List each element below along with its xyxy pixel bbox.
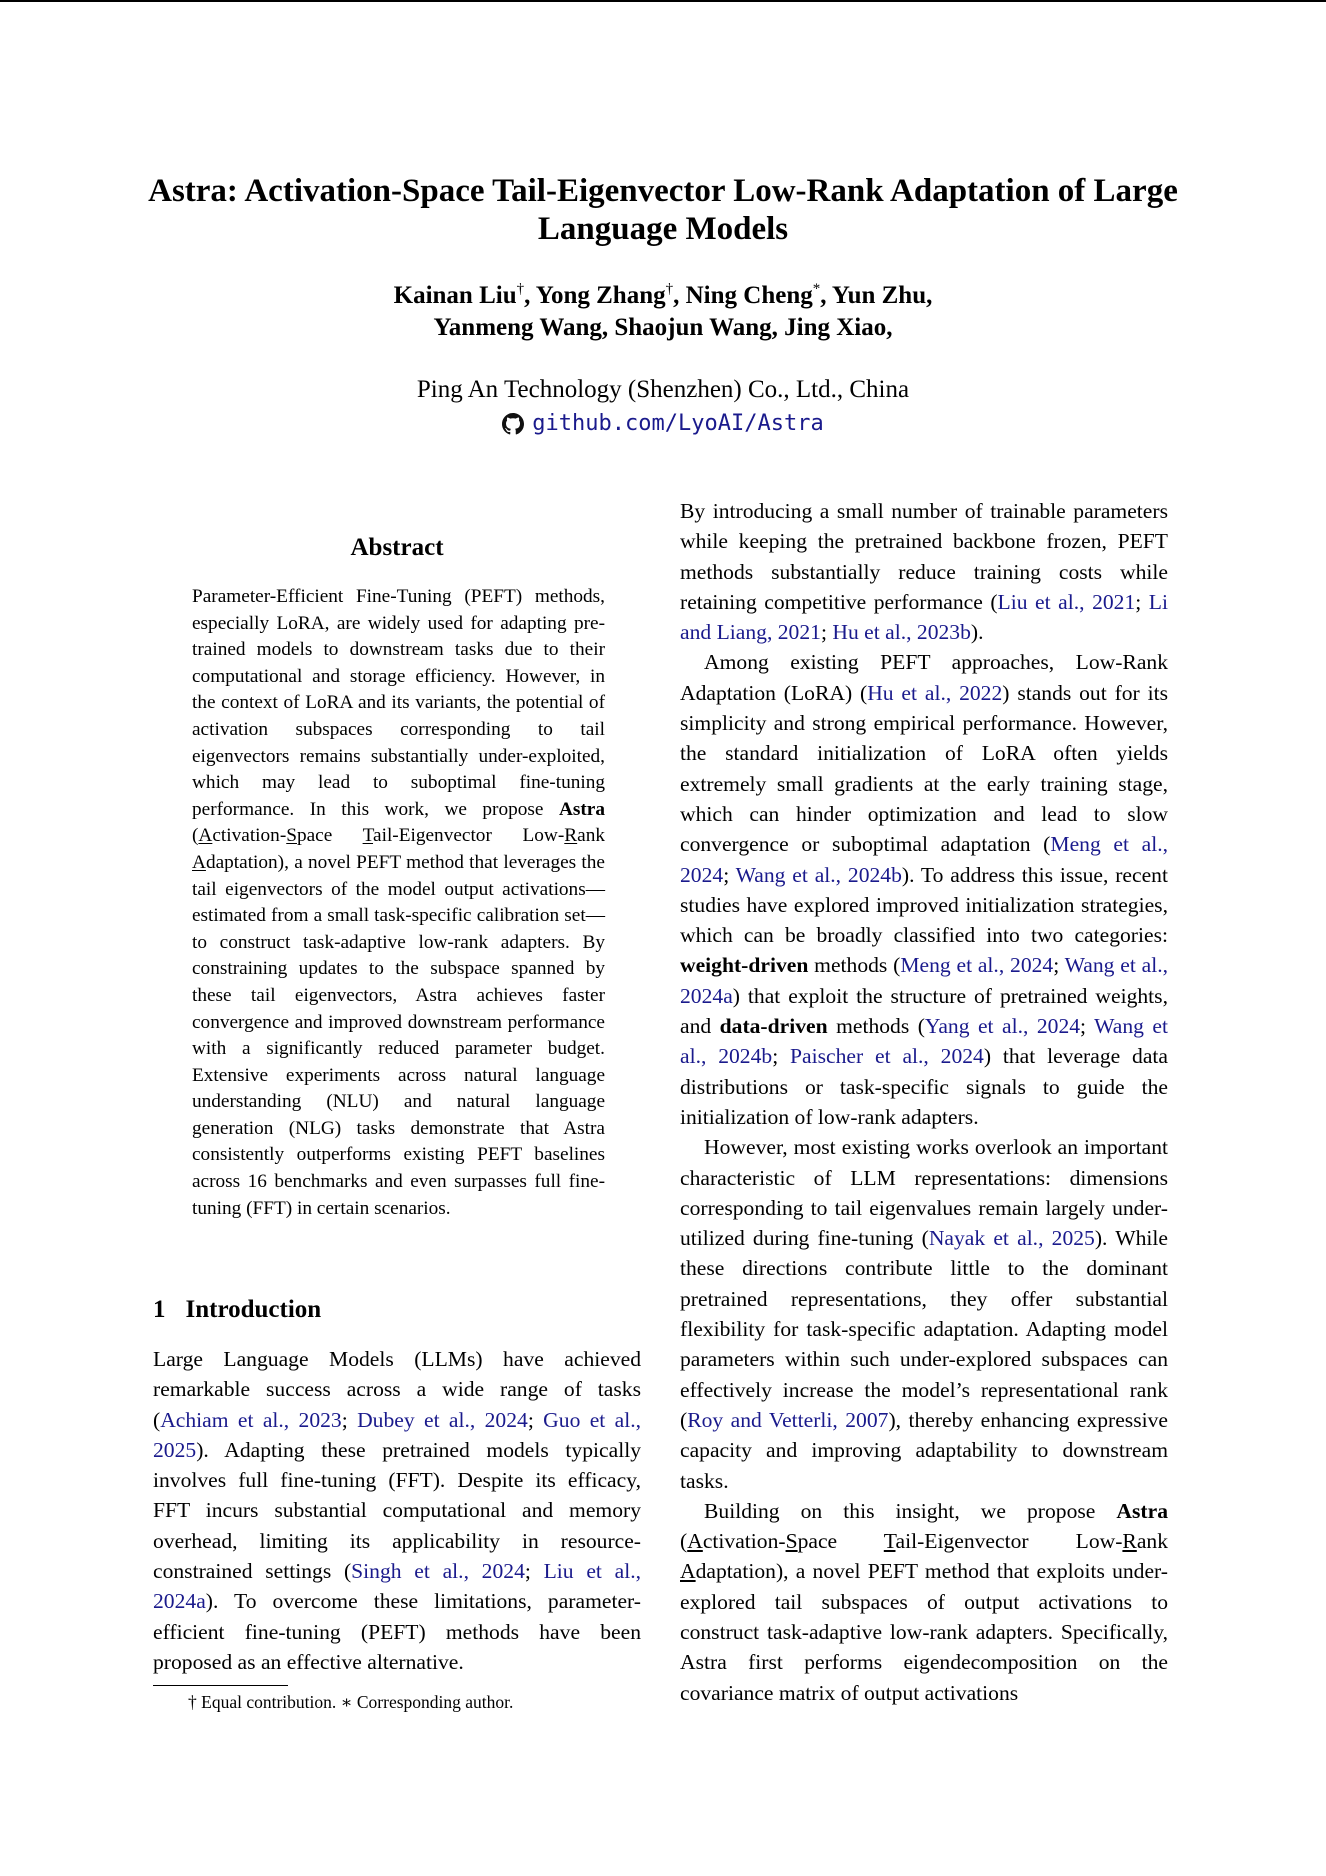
footnote-rule — [153, 1685, 288, 1686]
intro-paragraph-2 — [680, 496, 1168, 647]
text-run: However, most existing works overlook an important characteristic of LLM representations: dimensions corresponding to tail eigenvalues remain largely under-utilized during fine-tuning ( — [680, 1135, 1168, 1251]
citation-link[interactable]: Meng et al., 2024 — [900, 953, 1054, 978]
citation-link[interactable]: Paischer et al., 2024 — [790, 1044, 984, 1069]
intro-paragraph-3 — [680, 647, 1168, 1132]
citation-link[interactable]: Liu et al., 2021 — [997, 589, 1136, 614]
citation-link[interactable]: Dubey et al., 2024 — [357, 1407, 528, 1432]
text-run: daptation), a novel PEFT method that exploits under-explored tail subspaces of output activations to construct task-adaptive low-rank adapters. Specifically, Astra first performs eigendecomposition on the covariance matrix of output activations — [680, 1559, 1168, 1705]
author-name: Kainan Liu — [393, 282, 517, 309]
abstract-body — [192, 584, 605, 1222]
repo-link-text: github.com/LyoAI/Astra — [532, 411, 824, 436]
author-mark: † — [665, 281, 674, 297]
text-run: Among existing PEFT approaches, Low-Rank Adaptation (LoRA) ( — [680, 650, 1168, 705]
text-run: ( — [680, 1529, 688, 1554]
github-icon — [502, 413, 524, 435]
text-run: ank — [577, 825, 605, 847]
citation-link[interactable]: Guo et al., 2025 — [153, 1407, 642, 1462]
text-run: ail-Eigenvector Low- — [373, 825, 565, 847]
citation-link[interactable]: Hu et al., 2022 — [867, 680, 1003, 705]
citation-link[interactable]: Wang et al., 2024a — [680, 953, 1168, 1008]
text-run: ank — [1136, 1529, 1168, 1554]
citation-link[interactable]: Hu et al., 2023b — [832, 620, 971, 645]
author-name: Yanmeng Wang — [433, 314, 602, 341]
author-name: Shaojun Wang — [614, 314, 772, 341]
repo-link[interactable] — [502, 408, 823, 440]
bold-term: weight-driven — [680, 953, 809, 978]
text-run: Large Language Models (LLMs) have achieved remarkable success across a wide range of tasks ( — [153, 1347, 641, 1432]
intro-paragraph-4 — [680, 1132, 1168, 1496]
acronym-letter: A — [192, 851, 206, 873]
text-run: methods ( — [827, 1014, 925, 1039]
text-run: ). To address this issue, recent studies have explored improved initialization strategies, which can be broadly classified into two categories: — [680, 862, 1168, 948]
text-run: ; — [1135, 589, 1149, 614]
text-run: ; — [1080, 1014, 1095, 1039]
section-heading-introduction — [153, 1296, 321, 1324]
text-run: ; — [820, 620, 833, 645]
bold-term: Astra — [558, 798, 605, 820]
author-name: Jing Xiao — [784, 314, 887, 341]
paper-title: Astra: Activation-Space Tail-Eigenvector Low-Rank Adaptation of Large Language Models — [148, 173, 1178, 247]
affiliation: Ping An Technology (Shenzhen) Co., Ltd., China — [416, 376, 910, 403]
text-run: ). To overcome these limitations, parameter-efficient fine-tuning (PEFT) methods have been proposed as an effective alternative. — [153, 1589, 641, 1674]
text-run: pace — [797, 1529, 884, 1554]
acronym-letter: S — [286, 825, 297, 847]
author-name: Yun Zhu — [831, 282, 927, 309]
text-run: ). — [970, 620, 984, 645]
text-run: ; — [772, 1044, 791, 1069]
text-run: ; — [341, 1407, 358, 1432]
acronym-letter: R — [564, 825, 578, 847]
citation-link[interactable]: Liu et al., 2024a — [153, 1559, 642, 1614]
author-line-1: Kainan Liu†, Yong Zhang†, Ning Cheng*, Yun Zhu, — [393, 281, 933, 309]
acronym-letter: T — [883, 1529, 896, 1554]
affiliation-block — [100, 374, 1226, 444]
author-line-2: Yanmeng Wang, Shaojun Wang, Jing Xiao, — [433, 314, 893, 341]
section-title: Introduction — [185, 1296, 322, 1323]
intro-paragraph-1 — [153, 1344, 641, 1677]
citation-link[interactable]: Nayak et al., 2025 — [928, 1226, 1095, 1251]
acronym-letter: R — [1122, 1529, 1137, 1554]
text-run: Parameter-Efficient Fine-Tuning (PEFT) methods, especially LoRA, are widely used for adapting pre-trained models to downstream tasks due to their computational and storage efficiency. However, in the context of LoRA and its variants, the potential of activation subspaces corresponding to tail eigenvectors remains substantially under-exploited, which may lead to suboptimal fine-tuning performance. In this work, we propose — [192, 586, 605, 820]
abstract-heading: Abstract — [350, 534, 444, 561]
citation-link[interactable]: Li and Liang, 2021 — [680, 589, 1168, 645]
text-run: ) that exploit the structure of pretrained weights, and — [680, 983, 1168, 1039]
text-run: daptation), a novel PEFT method that leverages the tail eigenvectors of the model output activations—estimated from a small task-specific calibration set—to construct task-adaptive low-rank adapters. By constraining updates to the subspace spanned by these tail eigenvectors, Astra achieves faster convergence and improved downstream performance with a significantly reduced parameter budget. Extensive experiments across natural language understanding (NLU) and natural language generation (NLG) tasks demonstrate that Astra consistently outperforms existing PEFT baselines across 16 benchmarks and even surpasses full fine-tuning (FFT) in certain scenarios. — [192, 851, 605, 1219]
citation-link[interactable]: Wang et al., 2024b — [735, 862, 902, 887]
top-rule — [0, 0, 1326, 2]
author-name: Ning Cheng — [685, 282, 813, 309]
text-run: ). Adapting these pretrained models typically involves full fine-tuning (FFT). Despite its efficacy, FFT incurs substantial computational and memory overhead, limiting its applicability in resource-constrained settings ( — [153, 1437, 641, 1584]
citation-link[interactable]: Meng et al., 2024 — [680, 832, 1169, 887]
text-run: ; — [524, 1559, 544, 1584]
citation-link[interactable]: Achiam et al., 2023 — [160, 1407, 342, 1432]
citation-link[interactable]: Roy and Vetterli, 2007 — [687, 1407, 889, 1432]
acronym-letter: A — [680, 1559, 696, 1584]
citation-link[interactable]: Singh et al., 2024 — [351, 1559, 525, 1584]
section-number: 1 — [153, 1296, 166, 1323]
text-run: ) stands out for its simplicity and strong empirical performance. However, the standard initialization of LoRA often yields extremely small gradients at the early training stage, which can hinder optimization and lead to slow convergence or suboptimal adaptation ( — [680, 680, 1168, 857]
text-run: methods ( — [808, 953, 901, 978]
text-run: ; — [1053, 953, 1065, 978]
author-list — [100, 280, 1226, 344]
author-name: Yong Zhang — [535, 282, 666, 309]
text-run: ctivation- — [212, 825, 287, 847]
text-run: ). While these directions contribute little to the dominant pretrained representations, they offer substantial flexibility for task-specific adaptation. Adapting model parameters within such under-explored subspaces can effectively increase the model’s representational rank ( — [680, 1226, 1168, 1432]
bold-term: data-driven — [719, 1014, 828, 1039]
text-run: ), thereby enhancing expressive capacity and improving adaptability to downstream tasks. — [680, 1407, 1168, 1493]
text-run: ; — [527, 1407, 544, 1432]
acronym-letter: S — [785, 1529, 798, 1554]
text-run: By introducing a small number of trainable parameters while keeping the pretrained backbone frozen, PEFT methods substantially reduce training costs while retaining competitive performance ( — [680, 499, 1168, 614]
right-column — [680, 496, 1168, 1708]
text-run: ; — [723, 862, 736, 887]
text-run: ctivation- — [702, 1529, 786, 1554]
bold-term: Astra — [1116, 1498, 1168, 1523]
text-run: ) that leverage data distributions or task-specific signals to guide the initialization of low-rank adapters. — [680, 1044, 1168, 1129]
author-mark: † — [516, 281, 525, 297]
acronym-letter: A — [198, 825, 213, 847]
text-run: Building on this insight, we propose — [704, 1498, 1117, 1523]
text-run: pace — [296, 825, 363, 847]
acronym-letter: A — [687, 1529, 703, 1554]
citation-link[interactable]: Yang et al., 2024 — [924, 1014, 1081, 1039]
author-mark: * — [812, 281, 821, 297]
text-run: ( — [192, 825, 199, 847]
acronym-letter: T — [362, 825, 374, 847]
citation-link[interactable]: Wang et al., 2024b — [680, 1014, 1168, 1069]
footnote: † Equal contribution. ∗ Corresponding author. — [188, 1692, 514, 1712]
intro-paragraph-5 — [680, 1496, 1168, 1708]
text-run: ail-Eigenvector Low- — [895, 1529, 1123, 1554]
